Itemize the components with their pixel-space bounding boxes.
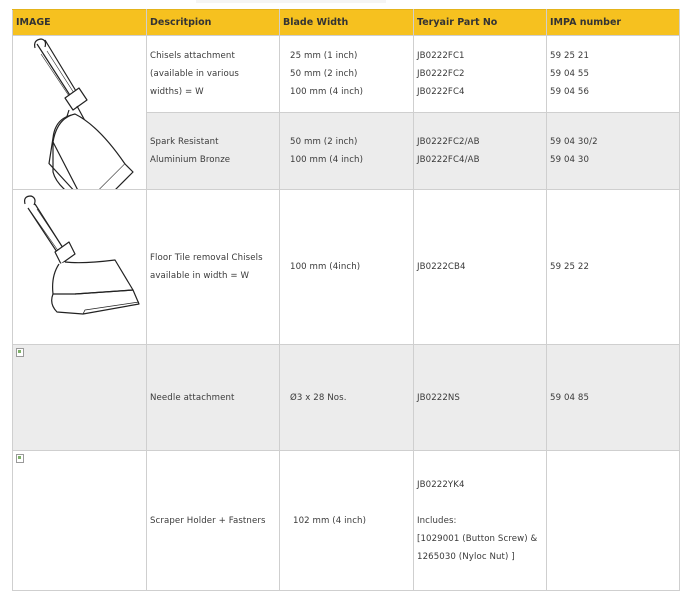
impa-cell: [547, 451, 680, 591]
description-cell: [147, 113, 280, 190]
blade-width-cell: [280, 113, 414, 190]
header-row: [13, 10, 680, 36]
part-no-cell: [414, 36, 547, 113]
scraper-image-cell: [13, 451, 147, 591]
floor-chisel-image-cell: [13, 190, 147, 345]
blade-width-value: 100 mm (4inch): [290, 262, 361, 272]
blade-width-value: 100 mm (4 inch): [290, 87, 364, 97]
part-no-value: JB0222FC2: [417, 69, 465, 79]
description-line: widths) = W: [150, 87, 204, 97]
description-line: Needle attachment: [150, 392, 235, 403]
blade-width-cell: [280, 36, 414, 113]
chisel-attachment-drawing-icon: [13, 36, 146, 189]
table-row: [13, 36, 680, 113]
impa-cell: [547, 345, 680, 451]
blade-width-value: 25 mm (1 inch): [290, 51, 358, 61]
part-no-cell: [414, 190, 547, 345]
part-no-note: Includes:: [417, 515, 457, 526]
impa-value: 59 04 85: [550, 392, 590, 403]
impa-cell: [547, 36, 680, 113]
floor-tile-chisel-drawing-icon: [13, 190, 146, 340]
chisel-image-cell: [13, 36, 147, 190]
page-top-bar: [196, 0, 386, 3]
description-cell: [147, 451, 280, 591]
description-line: Aluminium Bronze: [150, 155, 231, 165]
blade-width-cell: [280, 190, 414, 345]
impa-value: 59 04 56: [550, 87, 590, 97]
impa-value: 59 04 30: [550, 155, 590, 165]
part-no-cell: [414, 113, 547, 190]
part-no-value: JB0222CB4: [417, 262, 466, 272]
impa-value: 59 25 21: [550, 51, 590, 61]
blade-width-cell: [280, 345, 414, 451]
header-impa: IMPA number: [547, 10, 680, 36]
blade-width-cell: [280, 451, 414, 591]
description-line: available in width = W: [150, 271, 250, 281]
impa-value: 59 25 22: [550, 262, 590, 272]
part-no-value: JB0222NS: [417, 392, 460, 403]
header-description: Descritpion: [147, 10, 280, 36]
part-no-cell: [414, 451, 547, 591]
description-line: Spark Resistant: [150, 137, 219, 147]
header-image: IMAGE: [13, 10, 147, 36]
broken-image-icon: [16, 348, 24, 357]
part-no-cell: [414, 345, 547, 451]
needle-image-cell: [13, 345, 147, 451]
part-no-value: JB0222FC4/AB: [417, 155, 480, 165]
part-no-value: JB0222YK4: [417, 479, 465, 490]
blade-width-value: 100 mm (4 inch): [290, 155, 364, 165]
spacer: [417, 494, 546, 512]
part-no-note: [1029001 (Button Screw) &: [417, 533, 538, 544]
product-table: [12, 9, 680, 591]
blade-width-value: 50 mm (2 inch): [290, 137, 358, 147]
impa-cell: [547, 113, 680, 190]
description-line: Scraper Holder + Fastners: [150, 515, 266, 526]
table-row: [13, 451, 680, 591]
blade-width-value: Ø3 x 28 Nos.: [290, 392, 347, 403]
broken-image-icon: [16, 454, 24, 463]
description-cell: [147, 345, 280, 451]
blade-width-value: 50 mm (2 inch): [290, 69, 358, 79]
part-no-value: JB0222FC2/AB: [417, 137, 480, 147]
part-no-value: JB0222FC1: [417, 51, 465, 61]
impa-value: 59 04 55: [550, 69, 590, 79]
part-no-note: 1265030 (Nyloc Nut) ]: [417, 551, 515, 562]
blade-width-value: 102 mm (4 inch): [293, 515, 367, 526]
description-cell: [147, 36, 280, 113]
header-blade-width: Blade Width: [280, 10, 414, 36]
header-part-no: Teryair Part No: [414, 10, 547, 36]
impa-value: 59 04 30/2: [550, 137, 598, 147]
impa-cell: [547, 190, 680, 345]
part-no-value: JB0222FC4: [417, 87, 465, 97]
description-line: Chisels attachment: [150, 51, 235, 61]
description-line: (available in various: [150, 69, 239, 79]
description-line: Floor Tile removal Chisels: [150, 253, 263, 263]
table-row: [13, 190, 680, 345]
table-row: [13, 345, 680, 451]
description-cell: [147, 190, 280, 345]
